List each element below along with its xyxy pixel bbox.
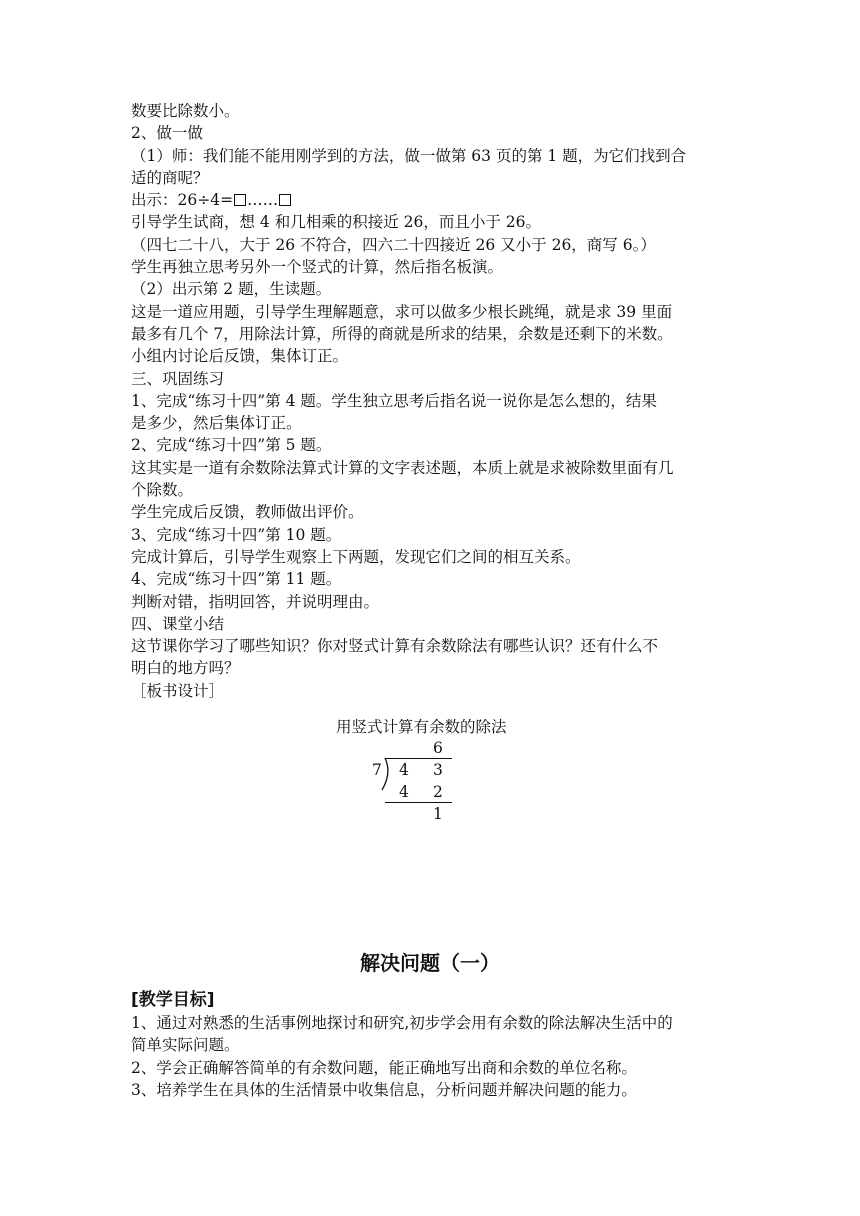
text-line-division-example: [131, 189, 741, 211]
long-division-board: [131, 715, 741, 845]
text-line: 个除数。: [131, 481, 194, 500]
section-heading: 三、巩固练习: [131, 369, 225, 388]
text-line: 小组内讨论后反馈，集体订正。: [131, 347, 349, 366]
blank-box-icon: [234, 194, 246, 206]
text-line: 完成计算后，引导学生观察上下两题，发现它们之间的相互关系。: [131, 547, 581, 566]
text-line: 引导学生试商，想 4 和几相乘的积接近 26，而且小于 26。: [131, 213, 542, 232]
text-line: 简单实际问题。: [131, 1036, 240, 1055]
section-heading: 四、课堂小结: [131, 614, 225, 633]
division-example-text: 出示：26÷4=: [131, 191, 234, 210]
ellipsis-text: ……: [247, 191, 279, 210]
product-digit: 4: [399, 783, 409, 801]
text-line: 这其实是一道有余数除法算式计算的文字表述题，本质上就是求被除数里面有几: [131, 458, 674, 477]
board-design-label: ［板书设计］: [131, 681, 225, 700]
text-line: 学生再独立思考另外一个竖式的计算，然后指名板演。: [131, 258, 504, 277]
text-line: 4、完成“练习十四”第 11 题。: [131, 570, 342, 589]
quotient-digit: 6: [433, 739, 443, 757]
subtraction-line: [385, 802, 452, 803]
text-line: 是多少，然后集体订正。: [131, 414, 302, 433]
text-line: 明白的地方吗？: [131, 659, 240, 678]
document-page: [131, 100, 741, 702]
dividend-digit: 4: [399, 761, 409, 779]
text-line: 2、做一做: [131, 124, 203, 143]
text-line: 这节课你学习了哪些知识？你对竖式计算有余数除法有哪些认识？还有什么不: [131, 637, 659, 656]
text-line: 学生完成后反馈，教师做出评价。: [131, 503, 364, 522]
objectives-heading: [教学目标]: [131, 990, 215, 1010]
product-digit: 2: [433, 783, 443, 801]
text-line: 1、完成“练习十四”第 4 题。学生独立思考后指名说一说你是怎么想的，结果: [131, 391, 657, 410]
text-line: 数要比除数小。: [131, 102, 240, 120]
text-line: 1、通过对熟悉的生活事例地探讨和研究,初步学会用有余数的除法解决生活中的: [131, 1014, 673, 1032]
text-line: 适的商呢？: [131, 168, 209, 187]
text-line: 最多有几个 7，用除法计算，所得的商就是所求的结果，余数是还剩下的米数。: [131, 324, 673, 343]
text-line: （1）师：我们能不能用刚学到的方法，做一做第 63 页的第 1 题，为它们找到合: [131, 146, 687, 165]
quotient-line: [385, 758, 452, 759]
text-line: 这是一道应用题，引导学生理解题意，求可以做多少根长跳绳，就是求 39 里面: [131, 302, 673, 321]
text-line: 3、完成“练习十四”第 10 题。: [131, 525, 342, 544]
section-two-body: [131, 988, 741, 1101]
text-line: 3、培养学生在具体的生活情景中收集信息，分析问题并解决问题的能力。: [131, 1080, 637, 1099]
text-line: （四七二十八，大于 26 不符合，四六二十四接近 26 又小于 26，商写 6。）: [131, 235, 656, 254]
dividend-digit: 3: [433, 761, 443, 779]
section-title: 解决问题（一）: [360, 951, 500, 975]
divisor-digit: 7: [372, 761, 382, 779]
text-line: 2、完成“练习十四”第 5 题。: [131, 436, 332, 455]
text-line: 2、学会正确解答简单的有余数问题，能正确地写出商和余数的单位名称。: [131, 1058, 637, 1077]
text-line: 判断对错，指明回答，并说明理由。: [131, 592, 380, 611]
text-line: （2）出示第 2 题，生读题。: [131, 280, 332, 299]
division-title: 用竖式计算有余数的除法: [336, 718, 507, 736]
blank-box-icon: [279, 194, 291, 206]
remainder-digit: 1: [433, 805, 443, 823]
